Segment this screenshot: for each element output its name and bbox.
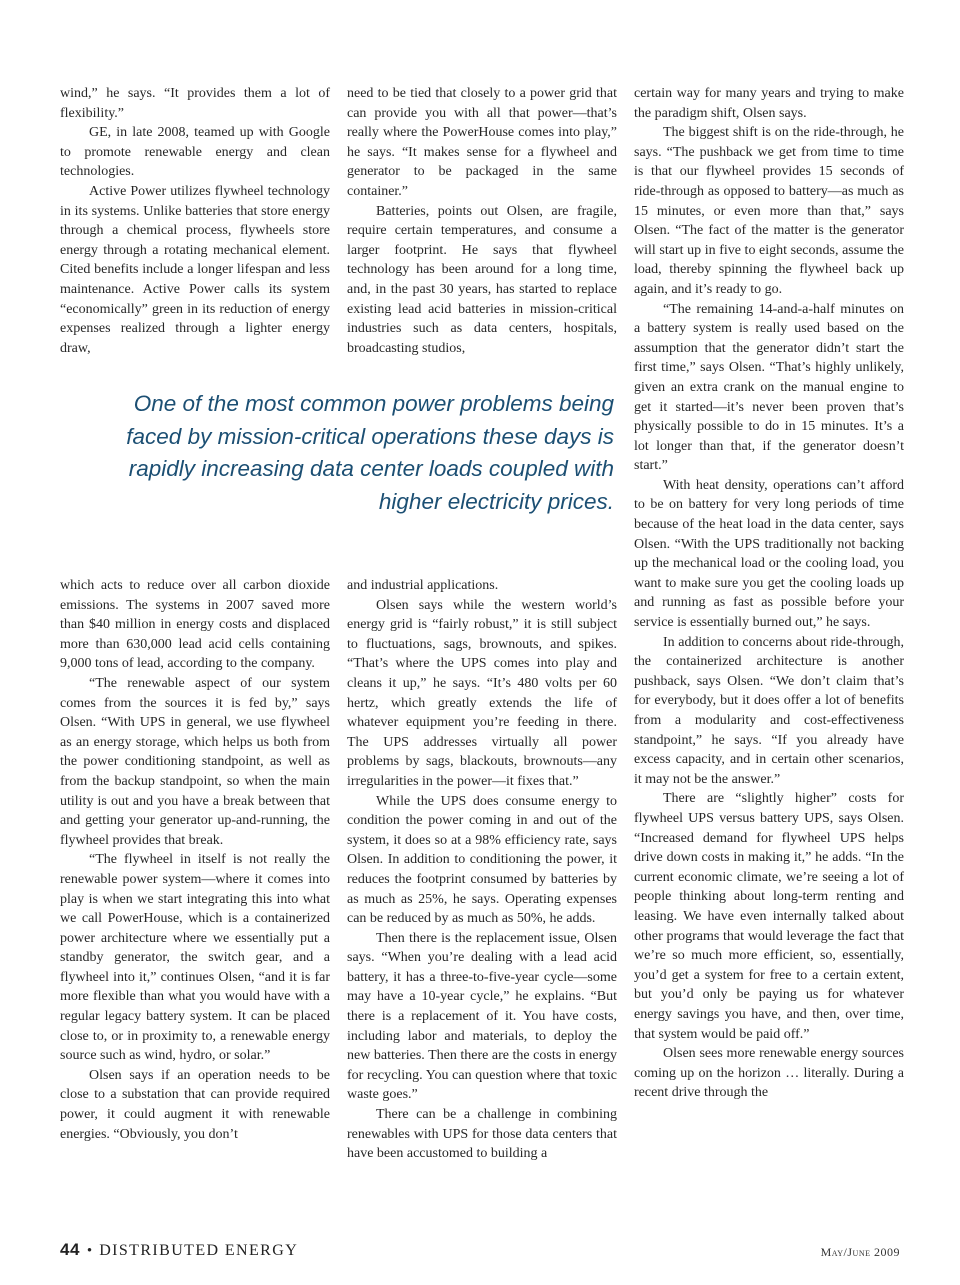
paragraph: While the UPS does consume energy to condition the power coming in and out of the system, it does so at a 98% efficiency rate, says Olsen. In addition to conditioning the power, it reduces the footprint consumed by batteries by as much as 25%, he says. Operating expenses can be reduced by as much as 50%, he adds.	[347, 793, 617, 927]
paragraph: certain way for many years and trying to make the paradigm shift, Olsen says.	[634, 86, 904, 121]
paragraph: “The renewable aspect of our system comes from the sources it is fed by,” says Olsen. “With UPS in general, we use flywheel as an energy storage, which helps us both from the power conditioning standpoint, as well as from the backup standpoint, so when the main utility is out and you have a break between that and getting your generator up-and-running, the flywheel provides that break.	[60, 675, 330, 848]
paragraph: Active Power utilizes flywheel technology in its systems. Unlike batteries that store energy through a chemical process, flywheels store energy through a rotating mechanical element. Cited benefits include a longer lifespan and less maintenance. Active Power calls its system “economically” green in its reduction of energy expenses realized through a lighter energy draw,	[60, 183, 330, 356]
paragraph: which acts to reduce over all carbon dioxide emissions. The systems in 2007 saved more than $40 million in energy costs and displaced more than 630,000 lead acid cells containing 9,000 tons of lead, according to the company.	[60, 578, 330, 672]
paragraph: need to be tied that closely to a power grid that can provide you with all that power—that’s really where the PowerHouse comes into play,” he says. “It makes sense for a flywheel and generator to be packaged in the same container.”	[347, 86, 617, 199]
magazine-title: DISTRIBUTED ENERGY	[99, 1242, 299, 1259]
paragraph: Batteries, points out Olsen, are fragile, require certain temperatures, and consume a larger footprint. He says that flywheel technology has been around for a long time, and, in the past 30 years, has started to replace existing lead acid batteries in mission-critical industries such as data centers, hospitals, broadcasting studios,	[347, 203, 617, 356]
column-1-bottom	[60, 576, 330, 1144]
paragraph: There can be a challenge in combining renewables with UPS for those data centers that have been accustomed to building a	[347, 1107, 617, 1162]
paragraph: “The remaining 14-and-a-half minutes on a battery system is really used based on the assumption that the generator didn’t start the first time,” says Olsen. “That’s highly unlikely, given an extra crank on the manual engine to get it started—it’s never been proven that’s physically possible to do in 15 minutes. It’s a lot longer than that, if the generator doesn’t start.”	[634, 301, 904, 474]
paragraph: and industrial applications.	[347, 578, 499, 593]
column-2-top	[347, 84, 617, 358]
pull-quote: One of the most common power problems being faced by mission-critical operations these days is rapidly increasing data center loads coupled with higher electricity prices.	[126, 391, 614, 514]
column-1-top	[60, 84, 330, 358]
paragraph: In addition to concerns about ride-through, the containerized architecture is another pushback, says Olsen. “We don’t claim that’s for everybody, but it does offer a lot of benefits from a modularity and cost-effectiveness standpoint,” he says. “If you already have excess capacity, and in certain other scenarios, it may not be the answer.”	[634, 634, 904, 787]
column-3	[634, 84, 904, 1103]
page-number: 44	[60, 1240, 80, 1259]
issue-date: May/June 2009	[820, 1245, 900, 1259]
paragraph: With heat density, operations can’t afford to be on battery for very long periods of time because of the heat load in the data center, says Olsen. “With the UPS traditionally not backing up the mechanical load or the cooling load, you want to make sure you get the cooling loads up and running as fast as possible before your service is essentially burned out,” he says.	[634, 477, 904, 631]
paragraph: Then there is the replacement issue, Olsen says. “When you’re dealing with a lead acid battery, it has a three-to-five-year cycle—some may have a 10-year cycle,” he explains. “But there is a replacement of it. You have costs, including labor and materials, to deploy the new batteries. Then there are the costs in energy for recycling. You can question where that toxic waste goes.”	[347, 930, 617, 1103]
page-footer	[60, 1240, 298, 1262]
paragraph: Olsen says if an operation needs to be close to a substation that can provide required power, it could augment it with renewable energies. “Obviously, you don’t	[60, 1067, 330, 1142]
paragraph: Olsen sees more renewable energy sources coming up on the horizon … literally. During a recent drive through the	[634, 1046, 904, 1101]
paragraph: The biggest shift is on the ride-through, he says. “The pushback we get from time to time is that our flywheel provides 15 seconds of ride-through as opposed to battery—as much as 15 minutes, or even more than that,” says Olsen. “The fact of the matter is the generator will start up in five to eight seconds, assume the load, thereby spinning the flywheel back up again, and it’s ready to go.	[634, 125, 904, 297]
paragraph: Olsen says while the western world’s energy grid is “fairly robust,” it is still subject to fluctuations, sags, brownouts, and spikes. “That’s where the UPS comes into play and cleans it up,” he says. “It’s 480 volts per 60 hertz, which greatly extends the life of whatever equipment you’re feeding in there. The UPS addresses virtually all power problems by sags, blackouts, brownouts—any irregularities in the power—it fixes that.”	[347, 597, 617, 789]
paragraph: GE, in late 2008, teamed up with Google to promote renewable energy and clean technologies.	[60, 125, 330, 180]
footer-bullet: •	[86, 1243, 93, 1259]
paragraph: “The flywheel in itself is not really the renewable power system—where it comes into play is when we start integrating this into what we call PowerHouse, which is a containerized power architecture where we essentially put a standby generator, the switch gear, and a flywheel into it,” continues Olsen, “and it is far more flexible than what you would have with a regular legacy battery system. It can be placed close to, or in proximity to, a renewable energy source such as wind, hydro, or solar.”	[60, 852, 330, 1064]
paragraph: There are “slightly higher” costs for flywheel UPS versus battery UPS, says Olsen. “Increased demand for flywheel UPS helps drive down costs in making it,” he adds. “In the current economic climate, we’re seeing a lot of people thinking about long-term renting and leasing. We have even internally talked about other programs that would leverage the fact that we’re so much more efficient, so, essentially, you’d get a system for free to a certain extent, but you’d only be paying us for whatever energy savings you have, and then, over time, that system would be paid off.”	[634, 791, 904, 1042]
paragraph: wind,” he says. “It provides them a lot of flexibility.”	[60, 86, 330, 121]
column-2-bottom	[347, 576, 617, 1164]
